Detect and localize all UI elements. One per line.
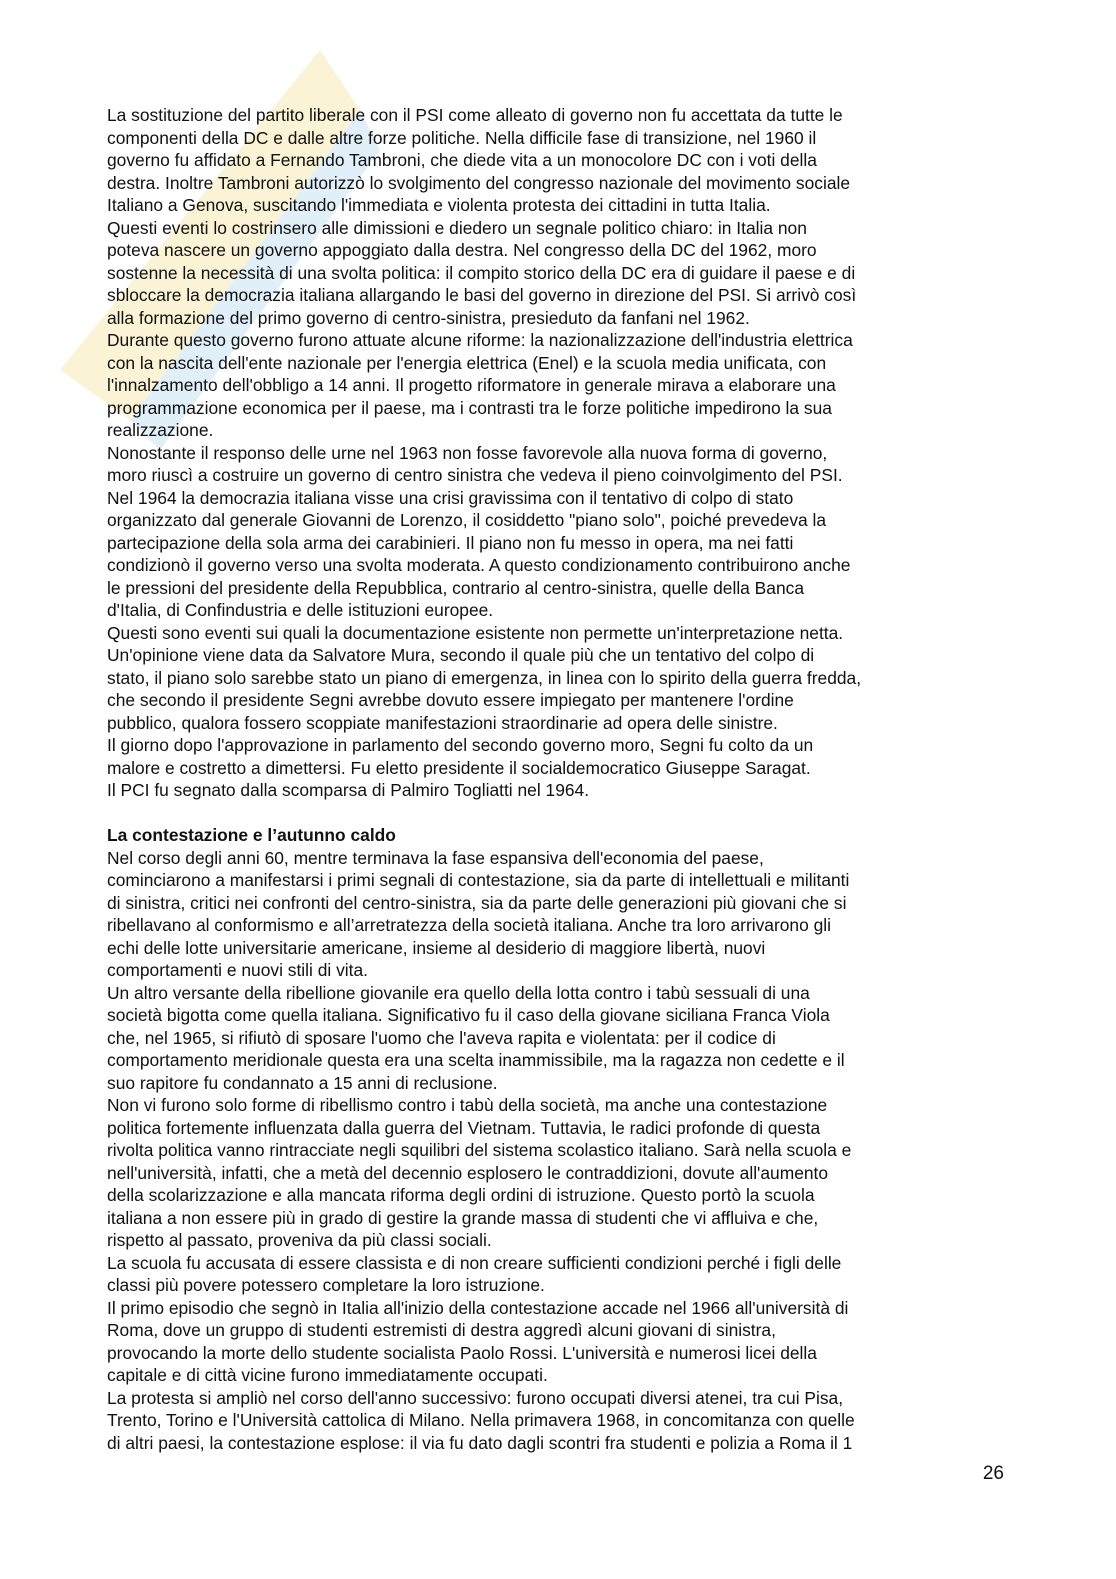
paragraph: Il primo episodio che segnò in Italia all'inizio della contestazione accade nel 1966 all'università di Roma, dove un gruppo di studenti estremisti di destra aggredì alcuni giovani di sinistra, provocando la morte dello studente socialista Paolo Rossi. L'università e numerosi licei della capitale e di città vicine furono immediatamente occupati.	[107, 1297, 849, 1385]
paragraph: Nonostante il responso delle urne nel 1963 non fosse favorevole alla nuova forma di governo, moro riuscì a costruire un governo di centro sinistra che vedeva il pieno coinvolgimento del PSI.	[107, 442, 843, 485]
paragraph: La protesta si ampliò nel corso dell'anno successivo: furono occupati diversi atenei, tra cui Pisa, Trento, Torino e l'Università cattolica di Milano. Nella primavera 1968, in concomitanza con quelle di altri paesi, la contestazione esplose: il via fu dato dagli scontri fra studenti e polizia a Roma il 1	[107, 1387, 855, 1453]
paragraph: Nel 1964 la democrazia italiana visse una crisi gravissima con il tentativo di colpo di stato organizzato dal generale Giovanni de Lorenzo, il cosiddetto "piano solo", poiché prevedeva la partecipazione della sola arma dei carabinieri. Il piano non fu messo in opera, ma nei fatti condizionò il governo verso una svolta moderata. A questo condizionamento contribuirono anche le pressioni del presidente della Repubblica, contrario al centro-sinistra, quelle della Banca d'Italia, di Confindustria e delle istituzioni europee.	[107, 487, 851, 620]
paragraph: La scuola fu accusata di essere classista e di non creare sufficienti condizioni perché i figli delle classi più povere potessero completare la loro istruzione.	[107, 1252, 842, 1295]
page-number: 26	[982, 1463, 1004, 1484]
section-heading: La contestazione e l’autunno caldo	[107, 825, 396, 845]
paragraph: Questi sono eventi sui quali la documentazione esistente non permette un'interpretazione netta. Un'opinione viene data da Salvatore Mura, secondo il quale più che un tentativo del colpo di stato, il piano solo sarebbe stato un piano di emergenza, in linea con lo spirito della guerra fredda, che secondo il presidente Segni avrebbe dovuto essere impiegato per mantenere l'ordine pubblico, qualora fossero scoppiate manifestazioni straordinarie ad opera delle sinistre.	[107, 622, 862, 733]
paragraph: Un altro versante della ribellione giovanile era quello della lotta contro i tabù sessuali di una società bigotta come quella italiana. Significativo fu il caso della giovane siciliana Franca Viola che, nel 1965, si rifiutò di sposare l'uomo che l'aveva rapita e violentata: per il codice di comportamento meridionale questa era una scelta inammissibile, ma la ragazza non cedette e il suo rapitore fu condannato a 15 anni di reclusione.	[107, 982, 845, 1093]
paragraph: Nel corso degli anni 60, mentre terminava la fase espansiva dell'economia del paese, cominciarono a manifestarsi i primi segnali di contestazione, sia da parte di intellettuali e militanti di sinistra, critici nei confronti del centro-sinistra, sia da parte delle generazioni più giovani che si ribellavano al conformismo e all’arretratezza della società italiana. Anche tra loro arrivarono gli echi delle lotte universitarie americane, insieme al desiderio di maggiore libertà, nuovi comportamenti e nuovi stili di vita.	[107, 847, 850, 980]
paragraph: Non vi furono solo forme di ribellismo contro i tabù della società, ma anche una contestazione politica fortemente influenzata dalla guerra del Vietnam. Tuttavia, le radici profonde di questa rivolta politica vanno rintracciate negli squilibri del sistema scolastico italiano. Sarà nella scuola e nell'università, infatti, che a metà del decennio esplosero le contraddizioni, dovute all'aumento della scolarizzazione e alla mancata riforma degli ordini di istruzione. Questo portò la scuola italiana a non essere più in grado di gestire la grande massa di studenti che vi affluiva e che, rispetto al passato, proveniva da più classi sociali.	[107, 1095, 852, 1250]
document-body	[107, 104, 1007, 1454]
paragraph: Questi eventi lo costrinsero alle dimissioni e diedero un segnale politico chiaro: in Italia non poteva nascere un governo appoggiato dalla destra. Nel congresso della DC del 1962, moro sostenne la necessità di una svolta politica: il compito storico della DC era di guidare il paese e di sbloccare la democrazia italiana allargando le basi del governo in direzione del PSI. Si arrivò così alla formazione del primo governo di centro-sinistra, presieduto da fanfani nel 1962.	[107, 217, 857, 328]
paragraph: La sostituzione del partito liberale con il PSI come alleato di governo non fu accettata da tutte le componenti della DC e dalle altre forze politiche. Nella difficile fase di transizione, nel 1960 il governo fu affidato a Fernando Tambroni, che diede vita a un monocolore DC con i voti della destra. Inoltre Tambroni autorizzò lo svolgimento del congresso nazionale del movimento sociale Italiano a Genova, suscitando l'immediata e violenta protesta dei cittadini in tutta Italia.	[107, 105, 851, 215]
paragraph: Il PCI fu segnato dalla scomparsa di Palmiro Togliatti nel 1964.	[107, 780, 590, 800]
paragraph: Il giorno dopo l'approvazione in parlamento del secondo governo moro, Segni fu colto da un malore e costretto a dimettersi. Fu eletto presidente il socialdemocratico Giuseppe Saragat.	[107, 735, 814, 778]
paragraph: Durante questo governo furono attuate alcune riforme: la nazionalizzazione dell'industria elettrica con la nascita dell'ente nazionale per l'energia elettrica (Enel) e la scuola media unificata, con l'innalzamento dell'obbligo a 14 anni. Il progetto riformatore in generale mirava a elaborare una programmazione economica per il paese, ma i contrasti tra le forze politiche impedirono la sua realizzazione.	[107, 330, 853, 440]
